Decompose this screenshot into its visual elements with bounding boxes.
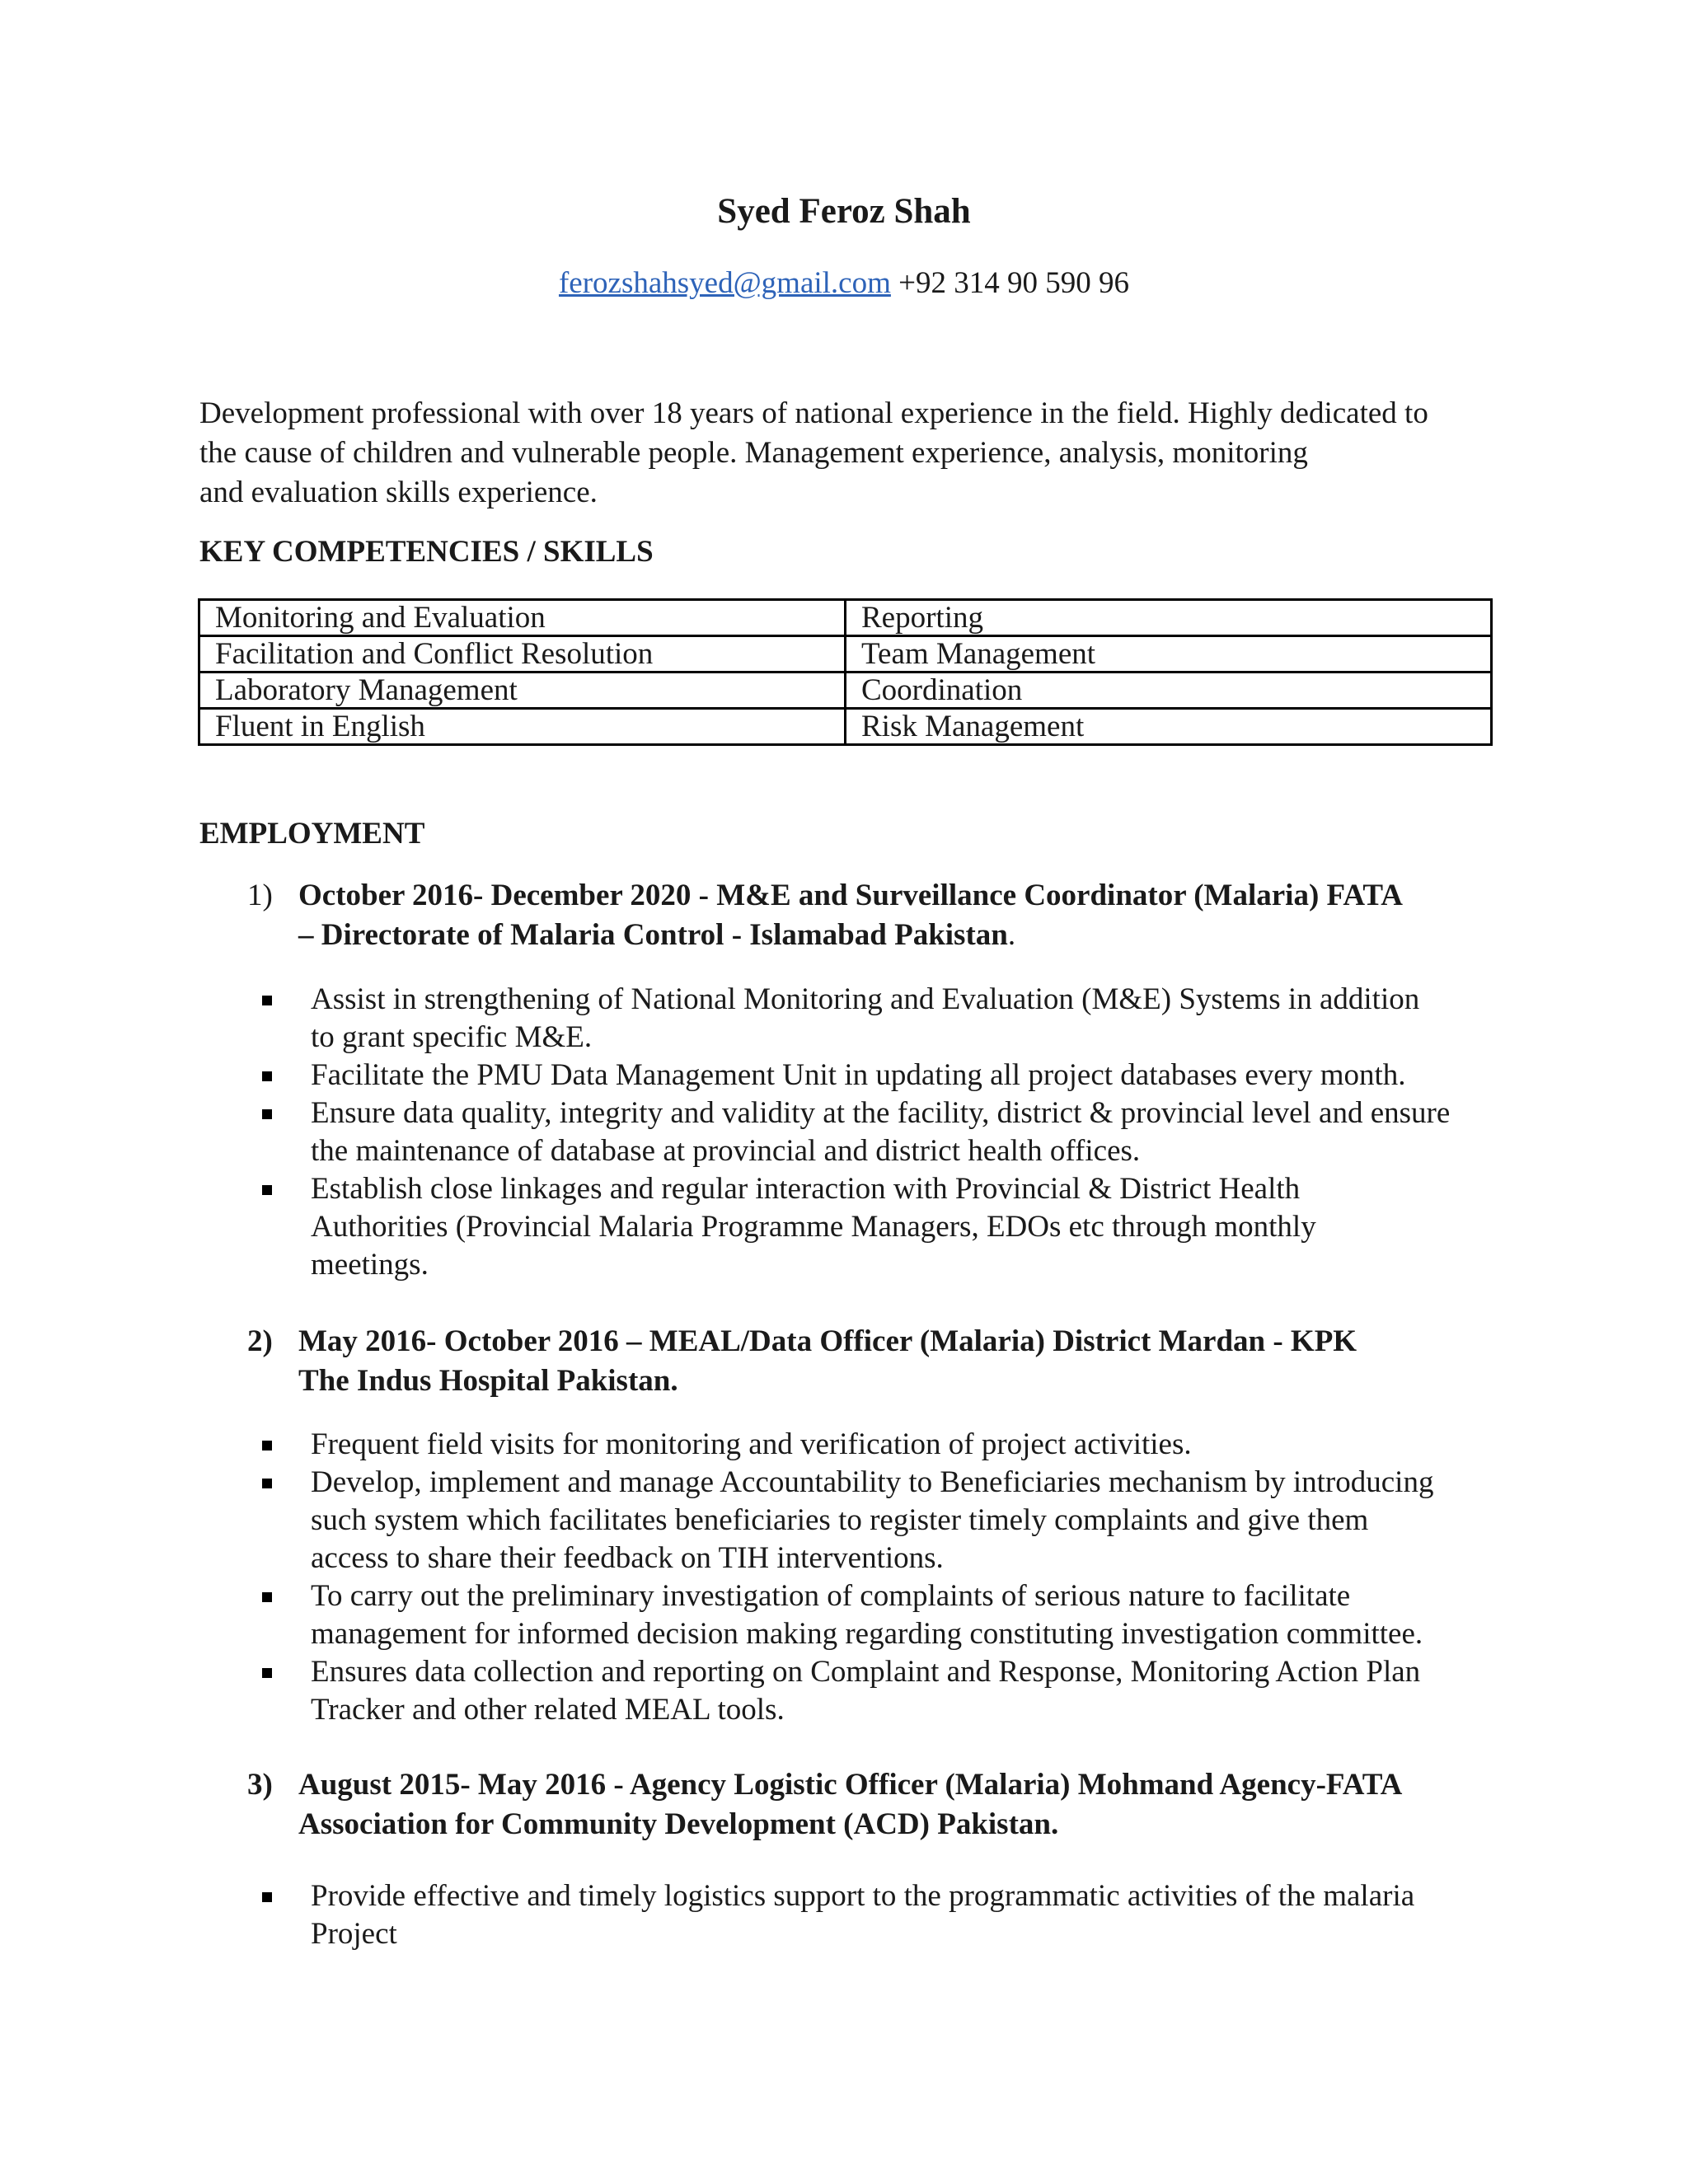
phone-number: +92 314 90 590 96 (898, 266, 1130, 300)
bullet-line: Facilitate the PMU Data Management Unit in updating all project databases every month. (311, 1058, 1406, 1092)
skill-cell: Reporting (846, 600, 1492, 636)
job-title (298, 876, 1500, 955)
job-entry-1 (247, 876, 1500, 955)
bullet-line: Develop, implement and manage Accountability to Beneficiaries mechanism by introducing (311, 1465, 1434, 1499)
list-item (262, 981, 1507, 1057)
email-link[interactable]: ferozshahsyed@gmail.com (558, 266, 891, 300)
bullet-line: meetings. (311, 1248, 429, 1282)
bullet-line: Project (311, 1917, 397, 1951)
job-title-line: The Indus Hospital Pakistan. (298, 1364, 678, 1398)
skills-heading: KEY COMPETENCIES / SKILLS (199, 535, 654, 569)
skill-cell: Fluent in English (199, 709, 846, 745)
bullet-icon (262, 1441, 272, 1451)
list-item (262, 1426, 1507, 1464)
bullet-line: To carry out the preliminary investigation of complaints of serious nature to facilitate (311, 1579, 1351, 1613)
job-title (298, 1322, 1500, 1401)
skill-cell: Team Management (846, 636, 1492, 673)
skill-cell: Risk Management (846, 709, 1492, 745)
summary-paragraph (199, 394, 1502, 513)
list-item (262, 1094, 1507, 1170)
bullet-icon (262, 1668, 272, 1678)
bullet-icon (262, 1479, 272, 1488)
job-number: 1) (247, 879, 273, 912)
job-title-line: October 2016- December 2020 - M&E and Surveillance Coordinator (Malaria) FATA (298, 879, 1404, 912)
bullet-line: to grant specific M&E. (311, 1020, 593, 1054)
table-row (199, 636, 1492, 673)
skill-cell: Coordination (846, 673, 1492, 709)
job-title-line (298, 916, 1500, 955)
job-title-line: May 2016- October 2016 – MEAL/Data Officer (Malaria) District Mardan - KPK (298, 1324, 1357, 1358)
list-item (262, 1057, 1507, 1094)
bullet-line: access to share their feedback on TIH interventions. (311, 1541, 944, 1575)
bullet-icon (262, 1071, 272, 1081)
bullet-icon (262, 1185, 272, 1195)
bullet-line: Assist in strengthening of National Monitoring and Evaluation (M&E) Systems in addition (311, 982, 1420, 1016)
job-number: 2) (247, 1324, 273, 1358)
job-1-bullets (262, 981, 1507, 1284)
job-title (298, 1765, 1500, 1844)
job-title-suffix: . (1007, 918, 1016, 952)
bullet-line: Authorities (Provincial Malaria Programme Managers, EDOs etc through monthly (311, 1210, 1316, 1244)
summary-line: Development professional with over 18 years of national experience in the field. Highly dedicated to (199, 396, 1428, 430)
summary-line: and evaluation skills experience. (199, 476, 598, 509)
bullet-icon (262, 1592, 272, 1602)
bullet-line: such system which facilitates beneficiaries to register timely complaints and give them (311, 1503, 1369, 1537)
table-row (199, 600, 1492, 636)
candidate-name: Syed Feroz Shah (717, 192, 971, 231)
table-row (199, 709, 1492, 745)
bullet-line: Tracker and other related MEAL tools. (311, 1693, 785, 1727)
bullet-icon (262, 996, 272, 1005)
job-title-text: – Directorate of Malaria Control - Islamabad Pakistan (298, 918, 1008, 952)
job-entry-2 (247, 1322, 1500, 1401)
list-item (262, 1577, 1507, 1653)
job-3-bullets (262, 1877, 1507, 1953)
bullet-line: Provide effective and timely logistics support to the programmatic activities of the malaria (311, 1879, 1415, 1913)
bullet-line: the maintenance of database at provincial and district health offices. (311, 1134, 1141, 1168)
job-number: 3) (247, 1768, 273, 1802)
bullet-line: management for informed decision making regarding constituting investigation committee. (311, 1617, 1423, 1651)
list-item (262, 1653, 1507, 1729)
bullet-line: Frequent field visits for monitoring and verification of project activities. (311, 1427, 1192, 1461)
skills-table (198, 598, 1493, 746)
bullet-line: Ensure data quality, integrity and validity at the facility, district & provincial level and ensure (311, 1096, 1451, 1130)
job-title-line: August 2015- May 2016 - Agency Logistic Officer (Malaria) Mohmand Agency-FATA (298, 1768, 1403, 1802)
skill-cell: Facilitation and Conflict Resolution (199, 636, 846, 673)
employment-heading: EMPLOYMENT (199, 817, 425, 851)
bullet-icon (262, 1109, 272, 1119)
list-item (262, 1877, 1507, 1953)
job-2-bullets (262, 1426, 1507, 1729)
bullet-line: Ensures data collection and reporting on Complaint and Response, Monitoring Action Plan (311, 1655, 1421, 1689)
skill-cell: Laboratory Management (199, 673, 846, 709)
bullet-icon (262, 1892, 272, 1902)
summary-line: the cause of children and vulnerable people. Management experience, analysis, monitoring (199, 436, 1308, 470)
contact-line (0, 265, 1688, 301)
job-entry-3 (247, 1765, 1500, 1844)
bullet-line: Establish close linkages and regular interaction with Provincial & District Health (311, 1172, 1301, 1206)
skill-cell: Monitoring and Evaluation (199, 600, 846, 636)
job-title-line: Association for Community Development (ACD) Pakistan. (298, 1807, 1059, 1841)
list-item (262, 1170, 1507, 1284)
list-item (262, 1464, 1507, 1577)
table-row (199, 673, 1492, 709)
